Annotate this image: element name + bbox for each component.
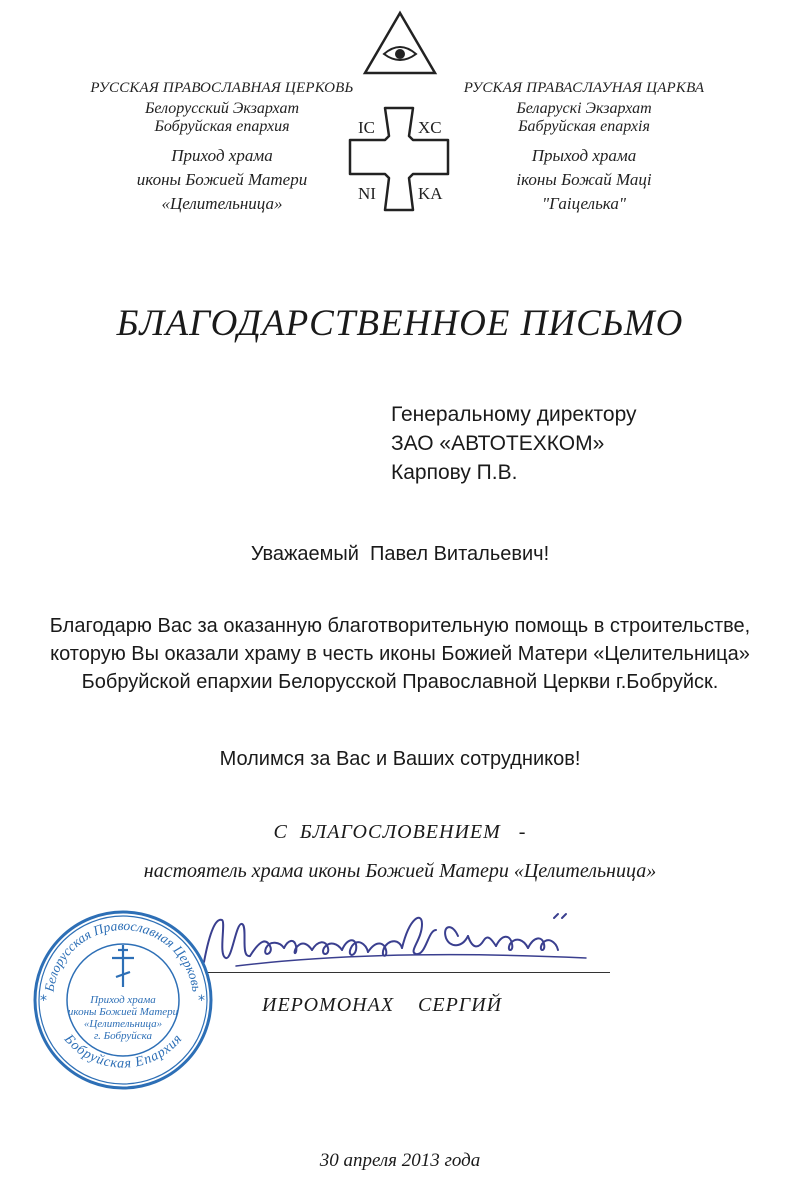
- cross-letter-ic: IC: [358, 118, 375, 137]
- parish-by-line2: іконы Божай Маці: [516, 170, 652, 189]
- prayer-line: Молимся за Вас и Ваших сотрудников!: [219, 748, 581, 770]
- recipient-name: Карпову П.В.: [391, 461, 518, 484]
- letter-body: [10, 612, 790, 696]
- stamp-bottom-arc: Бобруйская Епархия: [60, 1031, 186, 1072]
- signatory-name: [262, 994, 502, 1017]
- cross-letter-xc: XC: [418, 118, 442, 137]
- svg-text:г. Бобруйска: г. Бобруйска: [93, 1030, 153, 1042]
- parish-ru-line1: Приход храма: [171, 146, 273, 165]
- svg-text:иконы Божией Матери: иконы Божией Матери: [67, 1006, 179, 1018]
- recipient-company: ЗАО «АВТОТЕХКОМ»: [391, 432, 605, 455]
- recipient-position: Генеральному директору: [391, 403, 637, 426]
- body-line-1: Благодарю Вас за оказанную благотворительную помощь в строительстве,: [49, 615, 751, 637]
- eparchy-ru: Бобруйская епархия: [154, 118, 290, 135]
- parish-ru-line2: иконы Божией Матери: [136, 170, 308, 189]
- eye-of-providence-icon: [362, 10, 438, 76]
- rector-line: настоятель храма иконы Божией Матери «Целительница»: [143, 860, 657, 882]
- header-right: [424, 80, 744, 216]
- svg-text:«Целительница»: «Целительница»: [83, 1018, 163, 1030]
- eparchy-by: Бабруйская епархія: [518, 118, 650, 135]
- stamp-top-arc: Белорусская Православная Церковь: [41, 917, 205, 993]
- svg-text:*: *: [198, 993, 205, 1009]
- blessing-line: [0, 821, 800, 844]
- exarchate-ru: Белорусский Экзархат: [144, 100, 299, 117]
- exarchate-by: Беларускі Экзархат: [516, 100, 652, 117]
- svg-text:*: *: [40, 993, 47, 1009]
- body-line-3: Бобруйской епархии Белорусской Православной Церкви г.Бобруйск.: [81, 671, 719, 693]
- cross-letter-ni: NI: [358, 184, 376, 203]
- church-name-by: РУСКАЯ ПРАВАСЛАУНАЯ ЦАРКВА: [463, 80, 705, 96]
- salutation: [0, 543, 800, 566]
- blessing-text: С БЛАГОСЛОВЕНИЕМ -: [273, 821, 527, 843]
- body-line-2: которую Вы оказали храму в честь иконы Божией Матери «Целительница»: [50, 643, 750, 665]
- handwritten-signature: [196, 900, 596, 980]
- signatory-name-text: ИЕРОМОНАХ СЕРГИЙ: [262, 994, 503, 1016]
- parish-ru: [62, 144, 382, 216]
- church-stamp: [28, 905, 218, 1095]
- parish-by: [424, 144, 744, 216]
- svg-text:Приход храма: Приход храма: [90, 994, 156, 1006]
- parish-by-line3: "Гаіцелька": [542, 194, 626, 213]
- recipient-block: [391, 400, 637, 487]
- signature-line: [205, 972, 610, 973]
- cross-letter-ka: KA: [418, 184, 443, 203]
- parish-ru-line3: «Целительница»: [161, 194, 283, 213]
- letter-title: БЛАГОДАРСТВЕННОЕ ПИСЬМО: [116, 303, 684, 344]
- salutation-text: Уважаемый Павел Витальевич!: [250, 543, 550, 565]
- letter-date: 30 апреля 2013 года: [319, 1150, 481, 1171]
- header-left: [62, 80, 382, 216]
- church-name-ru: РУССКАЯ ПРАВОСЛАВНАЯ ЦЕРКОВЬ: [90, 80, 354, 96]
- parish-by-line1: Прыход храма: [531, 146, 637, 165]
- stamp-cross-icon: [112, 945, 134, 987]
